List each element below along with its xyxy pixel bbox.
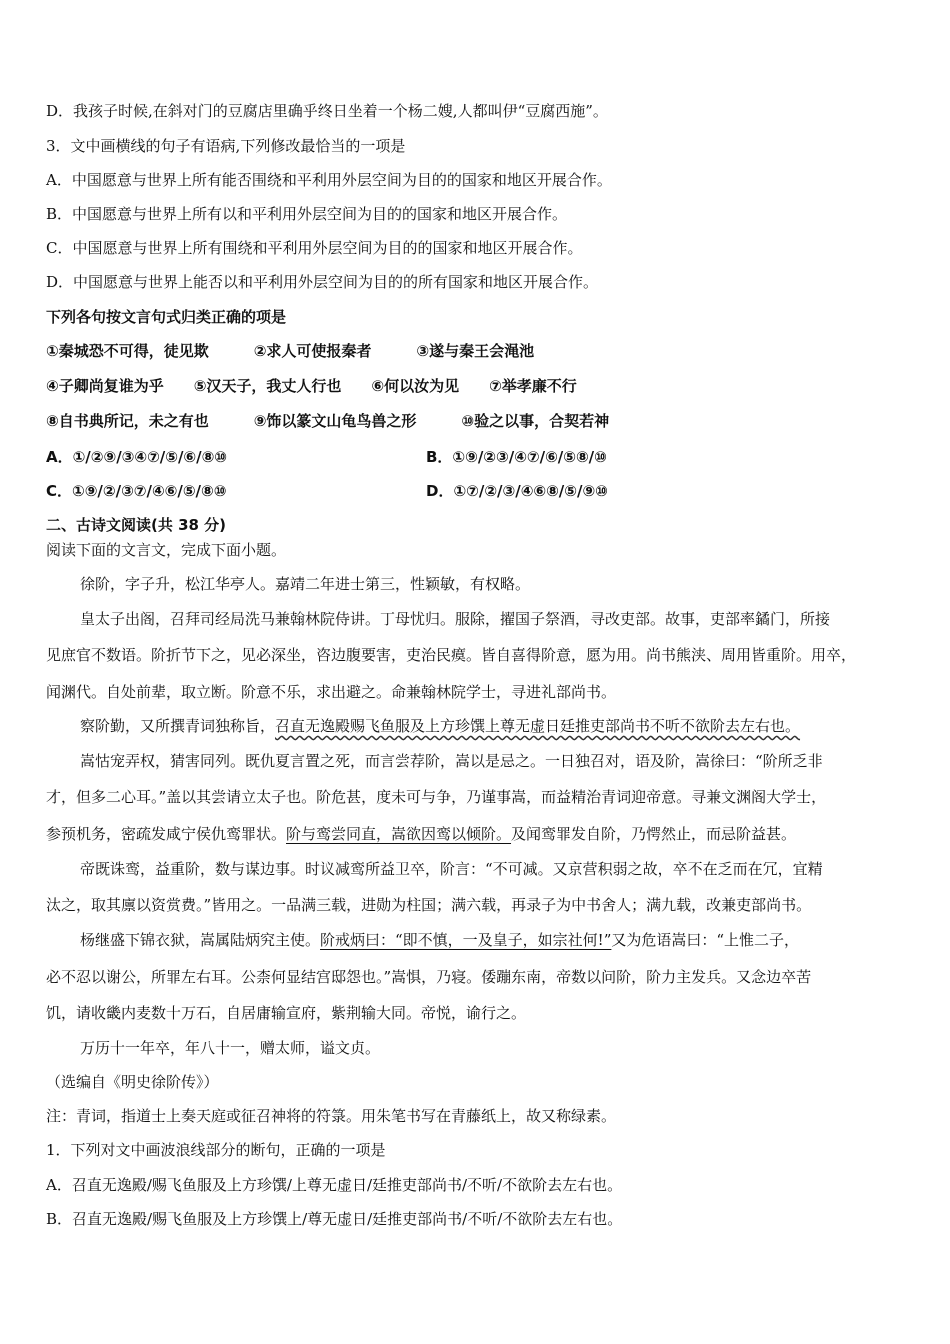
syntax-option-b: B．①⑨/②③/④⑦/⑥/⑤⑧/⑩	[426, 448, 607, 466]
syntax-sentences-row-2: ④子卿尚复谁为乎 ⑤汉天子，我丈人行也 ⑥何以汝为见 ⑦举孝廉不行	[46, 377, 577, 395]
passage-line: 饥，请收畿内麦数十万石，自居庸输宣府，紫荆输大同。帝悦，谕行之。	[46, 1004, 527, 1022]
underlined-sentence: 阶戒炳曰：“即不慎，一及皇子，如宗社何!”	[320, 931, 612, 949]
option-d-previous-question: D．我孩子时候,在斜对门的豆腐店里确乎终日坐着一个杨二嫂,人都叫伊“豆腐西施”。	[46, 102, 608, 120]
passage-line: 嵩怙宠弄权，猜害同列。既仇夏言置之死，而言尝荐阶，嵩以是忌之。一日独召对，语及阶，嵩徐曰：“阶所乏非	[80, 752, 823, 770]
syntax-question-stem: 下列各句按文言句式归类正确的项是	[46, 308, 287, 326]
underlined-sentence: 阶与鸾尝同直，嵩欲因鸾以倾阶。	[286, 825, 512, 843]
passage-text: 杨继盛下锦衣狱，嵩属陆炳究主使。	[80, 931, 321, 949]
syntax-sentences-row-3: ⑧自书典所记，未之有也 ⑨饰以篆文山龟鸟兽之形 ⑩验之以事，合契若神	[46, 412, 610, 430]
section-2-heading: 二、古诗文阅读(共 38 分)	[46, 516, 227, 534]
wavy-underlined-sentence: 召直无逸殿赐飞鱼服及上方珍馔上尊无虚日廷推吏部尚书不听不欲阶去左右也。	[275, 717, 801, 735]
passage-source: （选编自《明史徐阶传》）	[46, 1073, 219, 1091]
passage-line	[80, 930, 799, 950]
passage-paragraph-1: 徐阶，字子升，松江华亭人。嘉靖二年进士第三，性颖敏，有权略。	[80, 575, 531, 593]
question-3-stem: 3．文中画横线的句子有语病,下列修改最恰当的一项是	[46, 137, 406, 155]
syntax-option-c: C．①⑨/②/③⑦/④⑥/⑤/⑧⑩	[46, 482, 227, 500]
passage-text: 察阶勤，又所撰青词独称旨，	[80, 717, 276, 735]
syntax-options-row-2	[46, 481, 608, 501]
passage-text: 又为危语嵩曰：“上惟二子，	[611, 931, 800, 949]
passage-line: 必不忍以谢公，所罪左右耳。公柰何显结宫邸怨也。”嵩惧，乃寝。倭蹦东南，帝数以问阶，阶力主发兵。又念边卒苦	[46, 968, 812, 986]
passage-line: 汰之，取其廪以资赏费。”皆用之。一品满三载，进勋为柱国；满六载，再录子为中书舍人；满九载，改兼吏部尚书。	[46, 896, 812, 914]
passage-line: 帝既诛鸾，益重阶，数与谋边事。时议减鸾所益卫卒，阶言：“不可减。又京营积弱之故，卒不在乏而在冗，宜精	[80, 860, 823, 878]
passage-note: 注：青词，指道士上奏天庭或征召神将的符箓。用朱笔书写在青藤纸上，故又称绿素。	[46, 1107, 617, 1125]
syntax-option-a: A．①/②⑨/③④⑦/⑤/⑥/⑧⑩	[46, 448, 228, 466]
passage-line: 见庶官不数语。阶折节下之，见必深坐，咨边腹要害，吏治民瘼。皆自喜得阶意，愿为用。尚书熊浃、周用皆重阶。用卒，	[46, 646, 857, 664]
passage-line	[46, 824, 796, 844]
passage-last-paragraph: 万历十一年卒，年八十一，赠太师，谥文贞。	[80, 1039, 381, 1057]
question-1-option-b: B．召直无逸殿/赐飞鱼服及上方珍馔上/尊无虚日/廷推吏部尚书/不听/不欲阶去左右也。	[46, 1210, 623, 1228]
passage-line: 才，但多二心耳。”盖以其尝请立太子也。阶危甚，度未可与争，乃谨事嵩，而益精治青词迎帝意。寻兼文渊阁大学士，	[46, 788, 827, 806]
syntax-option-d: D．①⑦/②/③/④⑥⑧/⑤/⑨⑩	[426, 482, 608, 500]
syntax-sentences-row-1: ①秦城恐不可得，徒见欺 ②求人可使报秦者 ③遂与秦王会渑池	[46, 342, 535, 360]
question-1-stem: 1．下列对文中画波浪线部分的断句，正确的一项是	[46, 1141, 386, 1159]
question-3-option-b: B．中国愿意与世界上所有以和平利用外层空间为目的的国家和地区开展合作。	[46, 205, 568, 223]
passage-line: 闻渊代。自处前辈，取立断。阶意不乐，求出避之。命兼翰林院学士，寻进礼部尚书。	[46, 683, 617, 701]
question-3-option-c: C．中国愿意与世界上所有围绕和平利用外层空间为目的的国家和地区开展合作。	[46, 239, 583, 257]
reading-instruction: 阅读下面的文言文，完成下面小题。	[46, 541, 287, 559]
question-3-option-d: D．中国愿意与世界上能否以和平利用外层空间为目的的所有国家和地区开展合作。	[46, 273, 599, 291]
passage-text: 参预机务，密疏发咸宁侯仇鸾罪状。	[46, 825, 287, 843]
passage-line: 皇太子出阁，召拜司经局洗马兼翰林院侍讲。丁母忧归。服除，擢国子祭酒，寻改吏部。故事，吏部率鐍门，所接	[80, 610, 831, 628]
syntax-options-row-1	[46, 447, 607, 467]
passage-text: 及闻鸾罪发自阶，乃愕然止，而忌阶益甚。	[511, 825, 797, 843]
question-1-option-a: A．召直无逸殿/赐飞鱼服及上方珍馔/上尊无虚日/廷推吏部尚书/不听/不欲阶去左右也。	[46, 1176, 623, 1194]
passage-line	[80, 716, 800, 736]
question-3-option-a: A．中国愿意与世界上所有能否围绕和平利用外层空间为目的的国家和地区开展合作。	[46, 171, 612, 189]
